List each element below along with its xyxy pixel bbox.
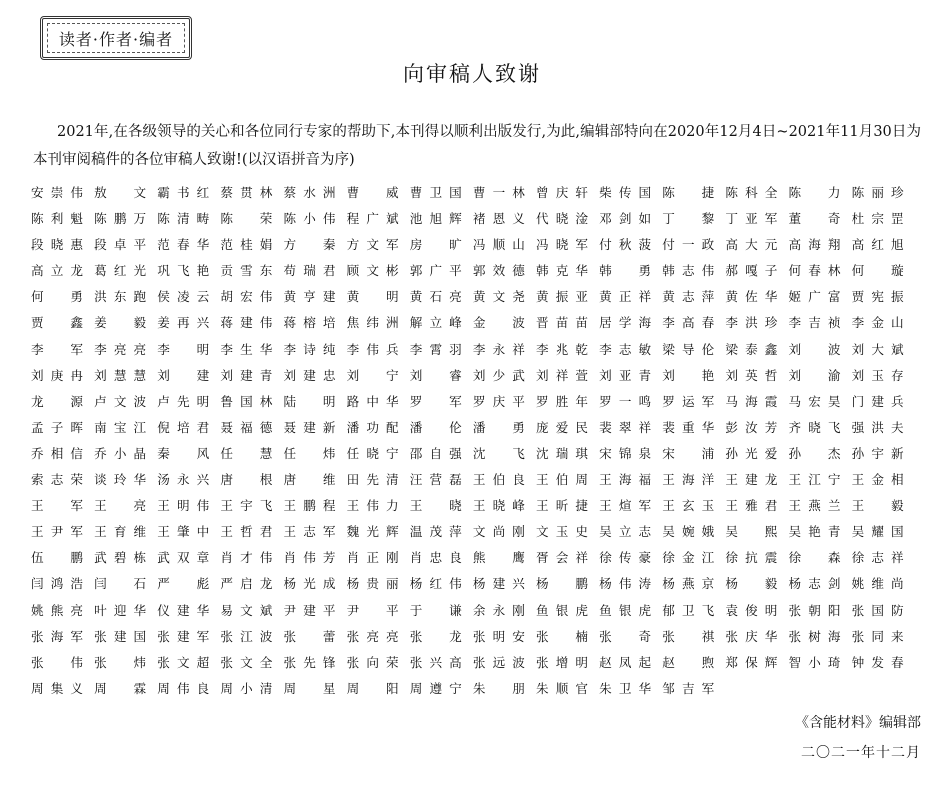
reviewer-name: 陈科全 xyxy=(725,185,778,200)
reviewer-name: 王玄玉 xyxy=(662,498,715,514)
reviewer-name: 赵煦 xyxy=(662,654,715,670)
reviewer-name: 王昕捷 xyxy=(536,498,588,514)
reviewer-name: 张伟 xyxy=(31,654,83,670)
reviewer-name: 裴翠祥 xyxy=(599,419,652,435)
reviewer-name: 张龙 xyxy=(409,628,462,644)
reviewer-name: 聂福德 xyxy=(220,419,273,435)
reviewer-name: 彭汝芳 xyxy=(725,419,778,435)
reviewer-name: 王晓 xyxy=(409,498,462,514)
reviewer-name: 罗运军 xyxy=(662,393,715,409)
reviewer-name: 王金相 xyxy=(851,472,904,488)
reviewer-name: 孟子晖 xyxy=(31,419,83,435)
reviewer-name: 温茂萍 xyxy=(409,524,462,540)
reviewer-name: 郑保辉 xyxy=(725,654,778,670)
reviewer-name: 池旭辉 xyxy=(409,211,462,227)
reviewer-name: 杨建兴 xyxy=(472,576,525,592)
reviewer-name: 王亮 xyxy=(94,498,147,514)
reviewer-name: 安崇伟 xyxy=(31,185,83,200)
reviewer-name: 姬广富 xyxy=(788,289,841,305)
reviewer-name: 肖伟芳 xyxy=(283,550,336,566)
reviewer-name: 陈利魁 xyxy=(31,211,83,227)
reviewer-name: 张国防 xyxy=(851,602,904,618)
reviewer-name: 杨贵丽 xyxy=(346,576,399,592)
reviewer-name: 高大元 xyxy=(725,237,778,253)
reviewer-name: 汤永兴 xyxy=(157,472,210,488)
reviewer-name: 王哲君 xyxy=(220,524,273,540)
reviewer-name: 王肇中 xyxy=(157,524,210,540)
reviewer-name: 姚熊亮 xyxy=(31,602,83,618)
reviewer-name: 洪东跑 xyxy=(94,289,147,305)
reviewer-name: 刘大斌 xyxy=(851,341,904,357)
reviewer-name: 陈清畴 xyxy=(157,211,210,227)
reviewer-name: 黄石亮 xyxy=(409,289,462,305)
column-badge xyxy=(40,16,192,60)
reviewer-name-grid xyxy=(31,180,915,702)
reviewer-name: 王军 xyxy=(31,498,83,514)
reviewer-name: 索志荣 xyxy=(31,472,83,488)
reviewer-name: 刘艳 xyxy=(662,367,715,383)
reviewer-name: 黄文尧 xyxy=(472,289,525,305)
reviewer-name: 唐维 xyxy=(283,472,336,488)
column-label: 读者·作者·编者 xyxy=(47,23,185,53)
reviewer-name: 杨燕京 xyxy=(662,576,715,592)
reviewer-name: 贡雪东 xyxy=(220,263,273,279)
reviewer-name: 黄正祥 xyxy=(599,289,652,305)
reviewer-name: 李吉祯 xyxy=(788,315,841,331)
reviewer-name: 刘庚冉 xyxy=(31,367,83,383)
reviewer-name: 周遵宁 xyxy=(409,680,462,696)
reviewer-name: 叶迎华 xyxy=(94,602,147,618)
reviewer-name: 梁泰鑫 xyxy=(725,341,778,357)
reviewer-name: 陈小伟 xyxy=(283,211,336,227)
reviewer-name: 张文超 xyxy=(157,654,210,670)
reviewer-name: 王煊军 xyxy=(599,498,652,514)
reviewer-name: 庞爱民 xyxy=(536,419,588,435)
reviewer-name: 朱卫华 xyxy=(599,680,652,696)
reviewer-name: 顾文彬 xyxy=(346,263,399,279)
reviewer-name: 尹平 xyxy=(346,602,399,618)
reviewer-name: 周阳 xyxy=(346,680,399,696)
reviewer-name: 路中华 xyxy=(346,393,399,409)
reviewer-name: 杨志剑 xyxy=(788,576,841,592)
reviewer-name: 刘少武 xyxy=(472,367,525,383)
reviewer-name: 张楠 xyxy=(536,628,588,644)
reviewer-name: 强洪夫 xyxy=(851,419,904,435)
reviewer-name: 王江宁 xyxy=(788,472,841,488)
reviewer-name: 杜宗罡 xyxy=(851,211,904,227)
reviewer-name: 魏光辉 xyxy=(346,524,399,540)
reviewer-name: 严彪 xyxy=(157,576,210,592)
reviewer-name: 闫石 xyxy=(94,576,147,592)
reviewer-name: 鲁国林 xyxy=(220,393,273,409)
reviewer-name: 王海洋 xyxy=(662,472,715,488)
reviewer-name: 钟发春 xyxy=(851,654,904,670)
reviewer-name: 胥会祥 xyxy=(536,550,588,566)
reviewer-name: 侯凌云 xyxy=(157,289,210,305)
reviewer-name: 严启龙 xyxy=(220,576,273,592)
reviewer-name: 李军 xyxy=(31,341,83,357)
reviewer-name: 黄志萍 xyxy=(662,289,715,305)
reviewer-name: 巩飞艳 xyxy=(157,263,210,279)
reviewer-name: 何璇 xyxy=(851,263,904,279)
reviewer-name: 宋浦 xyxy=(662,445,715,461)
reviewer-name: 闫鸿浩 xyxy=(31,576,83,592)
reviewer-name: 王宇飞 xyxy=(220,498,273,514)
reviewer-name: 南宝江 xyxy=(94,419,147,435)
reviewer-name: 沈瑞琪 xyxy=(536,445,588,461)
reviewer-name: 徐森 xyxy=(788,550,841,566)
reviewer-name: 任慧 xyxy=(220,445,273,461)
reviewer-name: 胡宏伟 xyxy=(220,289,273,305)
reviewer-name: 刘英哲 xyxy=(725,367,778,383)
reviewer-name: 葛红光 xyxy=(94,263,147,279)
reviewer-name: 苟瑞君 xyxy=(283,263,336,279)
reviewer-name: 王尹军 xyxy=(31,524,83,540)
reviewer-name: 陈荣 xyxy=(220,211,273,227)
reviewer-name: 曹卫国 xyxy=(409,185,462,200)
reviewer-name: 柴传国 xyxy=(599,185,652,200)
reviewer-name: 段卓平 xyxy=(94,237,147,253)
reviewer-name: 王伯良 xyxy=(472,472,525,488)
reviewer-name: 邹吉军 xyxy=(662,680,715,696)
reviewer-name: 陈鹏万 xyxy=(94,211,147,227)
reviewer-name: 任晓宁 xyxy=(346,445,399,461)
reviewer-name: 李志敏 xyxy=(599,341,652,357)
reviewer-name: 郝嘎子 xyxy=(725,263,778,279)
footer-organization: 《含能材料》编辑部 xyxy=(795,715,921,731)
reviewer-name: 张文全 xyxy=(220,654,273,670)
reviewer-name: 武碧栋 xyxy=(94,550,147,566)
reviewer-name: 秦风 xyxy=(157,445,210,461)
reviewer-name: 方文军 xyxy=(346,237,399,253)
reviewer-name: 刘建 xyxy=(157,367,210,383)
reviewer-name: 张朝阳 xyxy=(788,602,841,618)
reviewer-name: 徐抗震 xyxy=(725,550,778,566)
reviewer-name: 孙光爱 xyxy=(725,445,778,461)
reviewer-name: 杨红伟 xyxy=(409,576,462,592)
reviewer-name: 敖文 xyxy=(94,185,147,200)
reviewer-name: 何勇 xyxy=(31,289,83,305)
reviewer-name: 周霖 xyxy=(94,680,147,696)
reviewer-name: 裴重华 xyxy=(662,419,715,435)
reviewer-name: 黄亨建 xyxy=(283,289,336,305)
reviewer-name: 鱼银虎 xyxy=(536,602,588,618)
reviewer-name: 邓剑如 xyxy=(599,211,652,227)
reviewer-name: 李明 xyxy=(157,341,210,357)
reviewer-name: 杨光成 xyxy=(283,576,336,592)
reviewer-name: 潘功配 xyxy=(346,419,399,435)
reviewer-name: 刘慧慧 xyxy=(94,367,147,383)
reviewer-name: 姚维尚 xyxy=(851,576,904,592)
reviewer-name: 张海军 xyxy=(31,628,83,644)
reviewer-name: 王晓峰 xyxy=(472,498,525,514)
reviewer-name: 周小清 xyxy=(220,680,273,696)
reviewer-name: 刘祥萱 xyxy=(536,367,588,383)
reviewer-name: 龙源 xyxy=(31,393,83,409)
reviewer-name: 蔡贯林 xyxy=(220,185,273,200)
reviewer-name: 沈飞 xyxy=(472,445,525,461)
reviewer-name: 何春林 xyxy=(788,263,841,279)
reviewer-name: 李永祥 xyxy=(472,341,525,357)
reviewer-name: 姜毅 xyxy=(94,315,147,331)
reviewer-name: 高海翔 xyxy=(788,237,841,253)
reviewer-name: 曾庆轩 xyxy=(536,185,588,200)
reviewer-name: 刘玉存 xyxy=(851,367,904,383)
reviewer-name: 张江波 xyxy=(220,628,273,644)
reviewer-name: 张奇 xyxy=(599,628,652,644)
reviewer-name: 蒋榕培 xyxy=(283,315,336,331)
reviewer-name: 冯顺山 xyxy=(472,237,525,253)
reviewer-name: 刘建忠 xyxy=(283,367,336,383)
reviewer-name: 刘波 xyxy=(788,341,841,357)
reviewer-name: 倪培君 xyxy=(157,419,210,435)
reviewer-name: 李生华 xyxy=(220,341,273,357)
reviewer-name: 付秋菠 xyxy=(599,237,652,253)
reviewer-name: 门建兵 xyxy=(851,393,904,409)
reviewer-name: 范桂娟 xyxy=(220,237,273,253)
reviewer-name: 杨鹏 xyxy=(536,576,588,592)
reviewer-name: 刘睿 xyxy=(409,367,462,383)
reviewer-name: 杨伟涛 xyxy=(599,576,652,592)
reviewer-name: 高立龙 xyxy=(31,263,83,279)
reviewer-name: 袁俊明 xyxy=(725,602,778,618)
reviewer-name: 王鹏程 xyxy=(283,498,336,514)
reviewer-name: 徐传豪 xyxy=(599,550,652,566)
reviewer-name: 熊鹰 xyxy=(472,550,525,566)
reviewer-name: 王育维 xyxy=(94,524,147,540)
reviewer-name: 李洪珍 xyxy=(725,315,778,331)
reviewer-name: 张树海 xyxy=(788,628,841,644)
reviewer-name: 张向荣 xyxy=(346,654,399,670)
reviewer-name: 王建龙 xyxy=(725,472,778,488)
reviewer-name: 罗庆平 xyxy=(472,393,525,409)
reviewer-name: 谈玲华 xyxy=(94,472,147,488)
reviewer-name: 霸书红 xyxy=(157,185,210,200)
reviewer-name: 鱼银虎 xyxy=(599,602,652,618)
reviewer-name: 张炜 xyxy=(94,654,147,670)
reviewer-name: 罗一鸣 xyxy=(599,393,652,409)
reviewer-name: 郁卫飞 xyxy=(662,602,715,618)
reviewer-name: 李诗纯 xyxy=(283,341,336,357)
reviewer-name: 王雅君 xyxy=(725,498,778,514)
reviewer-name: 吴熙 xyxy=(725,524,778,540)
reviewer-name: 程广斌 xyxy=(346,211,399,227)
reviewer-name: 智小琦 xyxy=(788,654,841,670)
reviewer-name: 张庆华 xyxy=(725,628,778,644)
reviewer-name: 余永刚 xyxy=(472,602,525,618)
reviewer-name: 张增明 xyxy=(536,654,588,670)
reviewer-name: 罗军 xyxy=(409,393,462,409)
reviewer-name: 唐根 xyxy=(220,472,273,488)
reviewer-name: 刘渝 xyxy=(788,367,841,383)
reviewer-name: 韩克华 xyxy=(536,263,588,279)
reviewer-name: 杨毅 xyxy=(725,576,778,592)
reviewer-name: 刘亚青 xyxy=(599,367,652,383)
reviewer-name: 姜再兴 xyxy=(157,315,210,331)
reviewer-name: 张兴高 xyxy=(409,654,462,670)
reviewer-name: 张祺 xyxy=(662,628,715,644)
reviewer-name: 高红旭 xyxy=(851,237,904,253)
reviewer-name: 周星 xyxy=(283,680,336,696)
reviewer-name: 吴立志 xyxy=(599,524,652,540)
reviewer-name: 张先锋 xyxy=(283,654,336,670)
reviewer-name: 罗胜年 xyxy=(536,393,588,409)
reviewer-name: 王伟力 xyxy=(346,498,399,514)
reviewer-name: 聂建新 xyxy=(283,419,336,435)
reviewer-name: 蒋建伟 xyxy=(220,315,273,331)
reviewer-name: 黄佐华 xyxy=(725,289,778,305)
reviewer-name: 李兆乾 xyxy=(536,341,588,357)
reviewer-name: 李金山 xyxy=(851,315,904,331)
reviewer-name: 周伟良 xyxy=(157,680,210,696)
reviewer-name: 解立峰 xyxy=(409,315,462,331)
reviewer-name: 张明安 xyxy=(472,628,525,644)
reviewer-name: 陆明 xyxy=(283,393,336,409)
reviewer-name: 齐晓飞 xyxy=(788,419,841,435)
intro-paragraph: 2021年,在各级领导的关心和各位同行专家的帮助下,本刊得以顺利出版发行,为此,编辑部特向在2020年12月4日~2021年11月30日为本刊审阅稿件的各位审稿人致谢!(以汉语拼音为序) xyxy=(33,124,921,168)
reviewer-name: 王毅 xyxy=(851,498,904,514)
reviewer-name: 乔小晶 xyxy=(94,445,147,461)
reviewer-name: 潘勇 xyxy=(472,419,525,435)
reviewer-name: 尹建平 xyxy=(283,602,336,618)
reviewer-name: 文玉史 xyxy=(536,524,588,540)
reviewer-name: 梁导伦 xyxy=(662,341,715,357)
reviewer-name: 朱顺官 xyxy=(536,680,588,696)
reviewer-name: 汪营磊 xyxy=(409,472,462,488)
reviewer-name: 张远波 xyxy=(472,654,525,670)
reviewer-name: 王燕兰 xyxy=(788,498,841,514)
article-title: 向审稿人致谢 xyxy=(403,62,541,86)
reviewer-name: 于谦 xyxy=(409,602,462,618)
footer-date: 二〇二一年十二月 xyxy=(801,745,921,761)
reviewer-name: 曹一林 xyxy=(472,185,525,200)
reviewer-name: 段晓惠 xyxy=(31,237,83,253)
reviewer-name: 张建军 xyxy=(157,628,210,644)
reviewer-name: 仪建华 xyxy=(157,602,210,618)
reviewer-name: 房旷 xyxy=(409,237,462,253)
reviewer-name: 伍鹏 xyxy=(31,550,83,566)
reviewer-name: 陈捷 xyxy=(662,185,715,200)
reviewer-name: 周集义 xyxy=(31,680,83,696)
reviewer-name: 刘建青 xyxy=(220,367,273,383)
reviewer-name: 丁黎 xyxy=(662,211,715,227)
reviewer-name: 陈丽珍 xyxy=(851,185,904,200)
reviewer-name: 居学海 xyxy=(599,315,652,331)
reviewer-name: 刘宁 xyxy=(346,367,399,383)
reviewer-name: 徐志祥 xyxy=(851,550,904,566)
reviewer-name: 肖正刚 xyxy=(346,550,399,566)
reviewer-name: 褚恩义 xyxy=(472,211,525,227)
reviewer-name: 韩志伟 xyxy=(662,263,715,279)
reviewer-name: 蔡水洲 xyxy=(283,185,336,200)
reviewer-name: 李高春 xyxy=(662,315,715,331)
reviewer-name: 卢文波 xyxy=(94,393,147,409)
reviewer-name: 范春华 xyxy=(157,237,210,253)
reviewer-name: 焦纬洲 xyxy=(346,315,399,331)
reviewer-name: 文尚刚 xyxy=(472,524,525,540)
reviewer-name: 陈力 xyxy=(788,185,841,200)
reviewer-name: 张蕾 xyxy=(283,628,336,644)
reviewer-name: 张同来 xyxy=(851,628,904,644)
reviewer-name: 黄振亚 xyxy=(536,289,588,305)
reviewer-name: 晋苗苗 xyxy=(536,315,588,331)
reviewer-name: 孙宇新 xyxy=(851,445,904,461)
reviewer-name: 王海福 xyxy=(599,472,652,488)
reviewer-name: 吴艳青 xyxy=(788,524,841,540)
reviewer-name: 张亮亮 xyxy=(346,628,399,644)
reviewer-name: 王志军 xyxy=(283,524,336,540)
reviewer-name: 易文斌 xyxy=(220,602,273,618)
reviewer-name: 代晓淦 xyxy=(536,211,588,227)
reviewer-name: 马海霞 xyxy=(725,393,778,409)
reviewer-name: 马宏昊 xyxy=(788,393,841,409)
reviewer-name: 肖忠良 xyxy=(409,550,462,566)
reviewer-name: 潘伦 xyxy=(409,419,462,435)
reviewer-name: 孙杰 xyxy=(788,445,841,461)
reviewer-name: 李霄羽 xyxy=(409,341,462,357)
reviewer-name: 宋锦泉 xyxy=(599,445,652,461)
reviewer-name: 曹威 xyxy=(346,185,399,200)
reviewer-name: 卢先明 xyxy=(157,393,210,409)
reviewer-name: 吴婉娥 xyxy=(662,524,715,540)
reviewer-name: 郭广平 xyxy=(409,263,462,279)
reviewer-name: 王伯周 xyxy=(536,472,588,488)
reviewer-name: 吴耀国 xyxy=(851,524,904,540)
reviewer-name: 王明伟 xyxy=(157,498,210,514)
reviewer-name: 方秦 xyxy=(283,237,336,253)
reviewer-name: 金波 xyxy=(472,315,525,331)
reviewer-name: 徐金江 xyxy=(662,550,715,566)
reviewer-name: 丁亚军 xyxy=(725,211,778,227)
reviewer-name: 田先清 xyxy=(346,472,399,488)
reviewer-name: 冯晓军 xyxy=(536,237,588,253)
reviewer-name: 贾宪振 xyxy=(851,289,904,305)
reviewer-name: 朱朋 xyxy=(472,680,525,696)
reviewer-name: 郭效德 xyxy=(472,263,525,279)
reviewer-name: 赵凤起 xyxy=(599,654,652,670)
reviewer-name: 李亮亮 xyxy=(94,341,147,357)
reviewer-name: 邵自强 xyxy=(409,445,462,461)
reviewer-name: 李伟兵 xyxy=(346,341,399,357)
reviewer-name: 乔相信 xyxy=(31,445,83,461)
reviewer-name: 黄明 xyxy=(346,289,399,305)
reviewer-name: 董奇 xyxy=(788,211,841,227)
reviewer-name: 付一政 xyxy=(662,237,715,253)
reviewer-name: 肖才伟 xyxy=(220,550,273,566)
reviewer-name: 张建国 xyxy=(94,628,147,644)
reviewer-name: 武双章 xyxy=(157,550,210,566)
reviewer-name: 贾鑫 xyxy=(31,315,83,331)
reviewer-name: 任炜 xyxy=(283,445,336,461)
reviewer-name: 韩勇 xyxy=(599,263,652,279)
